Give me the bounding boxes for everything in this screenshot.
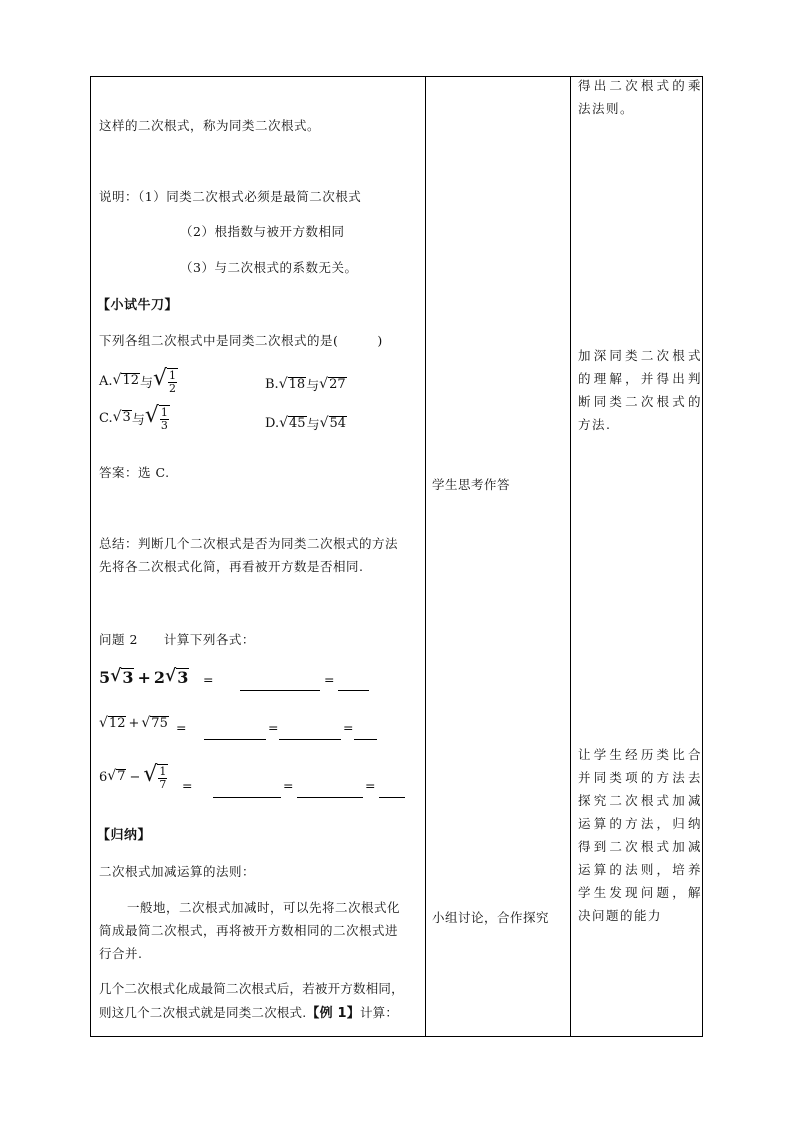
numerator: 1	[169, 369, 177, 382]
option-b	[265, 375, 347, 394]
radicand: 12	[108, 716, 126, 731]
equals-sign: =	[182, 778, 193, 793]
radicand: 54	[329, 415, 347, 431]
option-c-label: C.	[99, 410, 113, 426]
expression-3	[99, 764, 168, 790]
numerator: 1	[160, 406, 168, 419]
radical: √ 12	[112, 372, 139, 389]
radicand: 27	[329, 376, 346, 392]
answer-blank[interactable]	[279, 727, 341, 740]
conclusion-line-2	[99, 1002, 398, 1021]
note-3: （3）与二次根式的系数无关。	[180, 260, 358, 275]
option-a	[99, 368, 178, 394]
conjunction: 与	[306, 379, 320, 394]
denominator: 2	[169, 381, 177, 395]
rule-line-2: 简成最简二次根式，再将被开方数相同的二次根式进	[99, 923, 399, 938]
radical: √ $\frac{1}{2}$	[153, 366, 177, 395]
column-divider	[570, 77, 571, 1036]
radical: √ $\frac{1}{3}$	[144, 403, 168, 432]
radical: √ 54	[319, 414, 347, 431]
numerator: 1	[159, 765, 167, 778]
radical: √ 75	[141, 715, 168, 731]
option-a-label: A.	[99, 373, 113, 389]
radicand: 12	[122, 373, 139, 389]
operator: −	[129, 769, 141, 785]
operator: +	[137, 668, 151, 688]
equals-sign: =	[343, 720, 354, 735]
section-heading-summary: 【归纳】	[97, 828, 152, 843]
conjunction: 与	[306, 418, 320, 433]
answer-blank[interactable]	[379, 785, 405, 798]
conjunction: 与	[131, 412, 145, 428]
radicand: 3	[122, 410, 131, 426]
coefficient: 5	[99, 668, 111, 688]
section-heading-try: 【小试牛刀】	[97, 298, 179, 313]
answer-blank[interactable]	[240, 678, 320, 691]
conclusion-line-1: 几个二次根式化成最简二次根式后，若被开方数相同，	[99, 981, 404, 996]
option-c	[99, 405, 170, 431]
fraction	[158, 766, 167, 790]
design-note-mid: 加深同类二次根式的理解，并得出判断同类二次根式的方法.	[578, 348, 702, 432]
option-d-label: D.	[265, 416, 280, 431]
rule-title: 二次根式加减运算的法则：	[99, 864, 256, 879]
equals-sign: =	[176, 720, 187, 735]
radical: √ $\frac{1}{7}$	[143, 762, 167, 791]
expression-2	[99, 716, 169, 732]
equals-sign: =	[324, 672, 335, 687]
radicand: 3	[122, 668, 134, 687]
operator: +	[128, 716, 140, 732]
answer-text: 答案：选 C.	[99, 465, 170, 480]
conclusion-text: 则这几个二次根式就是同类二次根式.	[99, 1005, 307, 1020]
rule-line-3: 行合并.	[99, 946, 143, 961]
column-divider	[425, 77, 426, 1036]
answer-blank[interactable]	[213, 785, 281, 798]
answer-blank[interactable]	[354, 727, 377, 740]
option-b-label: B.	[265, 377, 279, 392]
radical: √ 7	[107, 768, 126, 785]
expression-1	[99, 668, 189, 687]
design-note-top: 得出二次根式的乘法法则。	[578, 78, 702, 116]
equals-sign: =	[268, 720, 279, 735]
question-text: 下列各组二次根式中是同类二次根式的是( )	[99, 333, 383, 348]
answer-blank[interactable]	[338, 678, 369, 691]
radical: √ 3	[110, 666, 134, 687]
student-activity-2: 小组讨论，合作探究	[432, 910, 550, 925]
radicand: 18	[288, 376, 306, 392]
radical: √ 12	[99, 715, 126, 731]
note-2: （2）根指数与被开方数相同	[180, 224, 345, 239]
conjunction: 与	[140, 375, 154, 391]
option-d	[265, 414, 347, 433]
answer-blank[interactable]	[297, 785, 363, 798]
radical: √ 27	[319, 375, 346, 392]
design-note-bottom: 让学生经历类比合并同类项的方法去探究二次根式加减运算的方法，归纳得到二次根式加减运算的法则，培养学生发现问题，解决问题的能力	[578, 747, 702, 923]
rule-line-1: 一般地，二次根式加减时，可以先将二次根式化	[127, 900, 401, 915]
summary-line-2: 先将各二次根式化简，再看被开方数是否相同.	[99, 559, 364, 574]
fraction	[168, 370, 177, 394]
definition-line: 这样的二次根式，称为同类二次根式。	[99, 118, 321, 133]
summary-line-1: 总结：判断几个二次根式是否为同类二次根式的方法	[99, 536, 399, 551]
example-label: 【例 1】	[306, 1006, 360, 1021]
equals-sign: =	[283, 778, 294, 793]
problem-2-heading: 问题 2 计算下列各式：	[99, 632, 255, 647]
radical: √ 3	[165, 666, 189, 687]
example-prompt: 计算：	[359, 1005, 399, 1020]
radicand: 45	[289, 415, 306, 431]
student-activity-1: 学生思考作答	[432, 477, 511, 492]
radicand: 3	[177, 668, 189, 687]
note-1: 说明：（1）同类二次根式必须是最简二次根式	[99, 189, 362, 204]
radicand: 7	[117, 769, 126, 785]
radical: √ 45	[279, 414, 306, 431]
radical: √ 3	[112, 409, 131, 426]
coefficient: 2	[153, 668, 166, 688]
answer-blank[interactable]	[204, 727, 266, 740]
radical: √ 18	[278, 375, 306, 392]
denominator: 3	[160, 418, 168, 432]
equals-sign: =	[365, 778, 376, 793]
denominator: 7	[159, 777, 167, 791]
fraction	[160, 407, 169, 431]
equals-sign: =	[203, 672, 214, 687]
coefficient: 6	[99, 769, 108, 785]
radicand: 75	[151, 716, 168, 731]
